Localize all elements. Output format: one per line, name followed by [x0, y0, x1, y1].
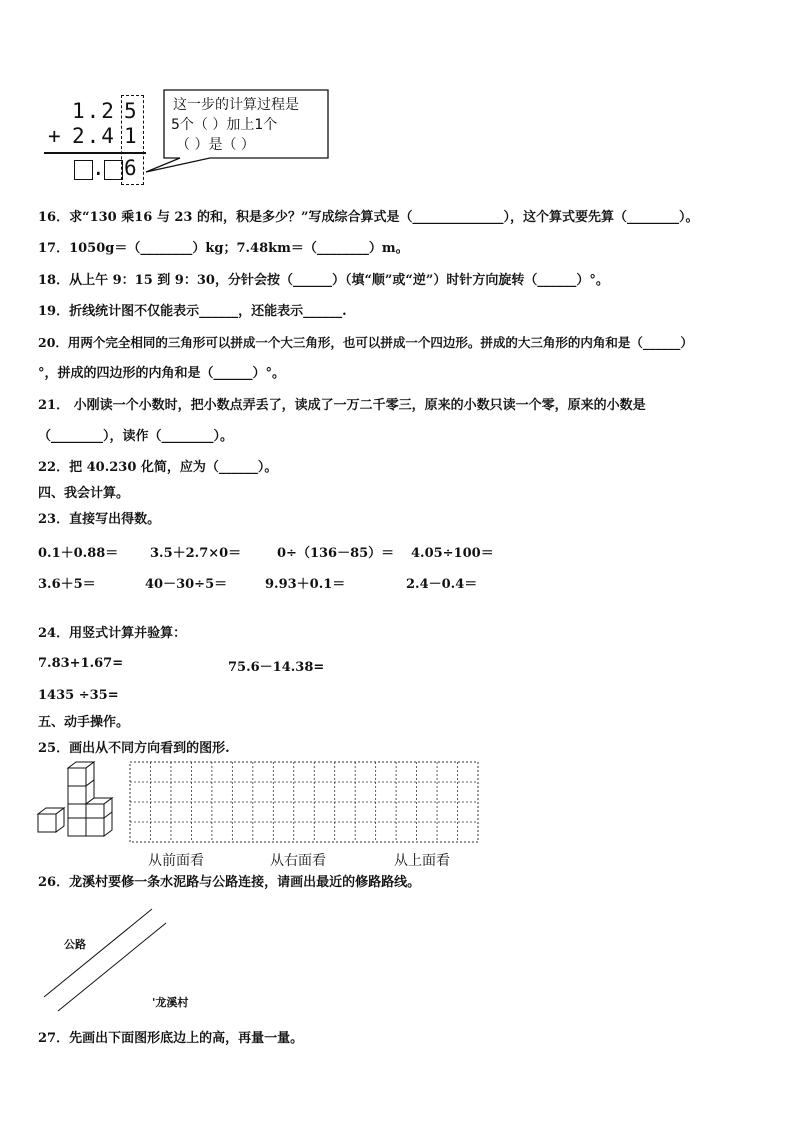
question-18: 18．从上午 9：15 到 9：30，分针会按（______）（填“顺”或“逆”）时针方向旋转（______）°。 — [38, 273, 609, 288]
question-16: 16．求“130 乘16 与 23 的和，积是多少？”写成综合算式是（______________），这个算式要先算（________）。 — [38, 210, 699, 225]
mental-math-2-3: 9.93＋0.1＝ — [265, 577, 346, 592]
question-24: 24．用竖式计算并验算： — [38, 626, 187, 641]
vertical-calc-1: 7.83+1.67= — [38, 656, 124, 671]
vertical-calc-2: 75.6－14.38= — [228, 660, 325, 675]
mental-math-2-2: 40－30÷5＝ — [145, 577, 228, 592]
village-label: '龙溪村 — [152, 996, 189, 1009]
question-25: 25．画出从不同方向看到的图形. — [38, 741, 230, 756]
view-label-top: 从上面看 — [394, 853, 450, 869]
question-20-line-1: 20．用两个完全相同的三角形可以拼成一个大三角形，也可以拼成一个四边形。拼成的大三角形的内角和是（______） — [38, 335, 693, 350]
question-23: 23．直接写出得数。 — [38, 512, 161, 527]
addend-bottom-last-digit: 1 — [124, 124, 139, 148]
addend-top-last-digit: 5 — [124, 99, 139, 123]
result-decimal-point: . — [92, 156, 107, 180]
question-22: 22．把 40.230 化简，应为（______）。 — [38, 460, 278, 475]
addend-bottom: 2.4 — [72, 124, 116, 148]
view-label-right: 从右面看 — [270, 853, 326, 869]
question-21-line-1: 21． 小刚读一个小数时，把小数点弄丢了，读成了一万二千零三，原来的小数只读一个零，原来的小数是 — [38, 398, 646, 413]
mental-math-1-4: 4.05÷100＝ — [411, 546, 494, 561]
question-17: 17．1050g＝（________）kg；7.48km＝（________）m。 — [38, 241, 409, 256]
question-27: 27．先画出下面图形底边上的高，再量一量。 — [38, 1031, 304, 1046]
mental-math-1-1: 0.1＋0.88＝ — [38, 546, 119, 561]
cube-stack-figure — [36, 760, 120, 840]
mental-math-1-2: 3.5＋2.7×0＝ — [150, 546, 242, 561]
question-21-line-2: （________），读作（________）。 — [38, 429, 234, 444]
question-19: 19．折线统计图不仅能表示______，还能表示______. — [38, 304, 347, 319]
addend-top: 1.2 — [72, 99, 116, 123]
callout-line-2: 5个（ ）加上1个 — [171, 117, 278, 133]
question-26: 26．龙溪村要修一条水泥路与公路连接，请画出最近的修路路线。 — [38, 875, 421, 890]
result-last-digit: 6 — [124, 156, 139, 180]
mental-math-1-3: 0÷（136－85）＝ — [277, 546, 395, 561]
dashed-grid[interactable] — [128, 760, 482, 846]
question-20-line-2: °，拼成的四边形的内角和是（______）°。 — [38, 366, 286, 381]
mental-math-2-4: 2.4－0.4＝ — [406, 577, 478, 592]
section-5-heading: 五、动手操作。 — [38, 715, 130, 730]
plus-sign: + — [48, 124, 63, 148]
section-4-heading: 四、我会计算。 — [38, 486, 130, 501]
road-label: 公路 — [64, 938, 86, 951]
callout-line-3: （ ）是（ ） — [176, 137, 255, 153]
mental-math-2-1: 3.6＋5＝ — [38, 577, 96, 592]
view-label-front: 从前面看 — [148, 853, 204, 869]
vertical-calc-3: 1435 ÷35= — [38, 688, 119, 703]
answer-box-1[interactable] — [74, 160, 93, 180]
callout-line-1: 这一步的计算过程是 — [173, 97, 299, 113]
